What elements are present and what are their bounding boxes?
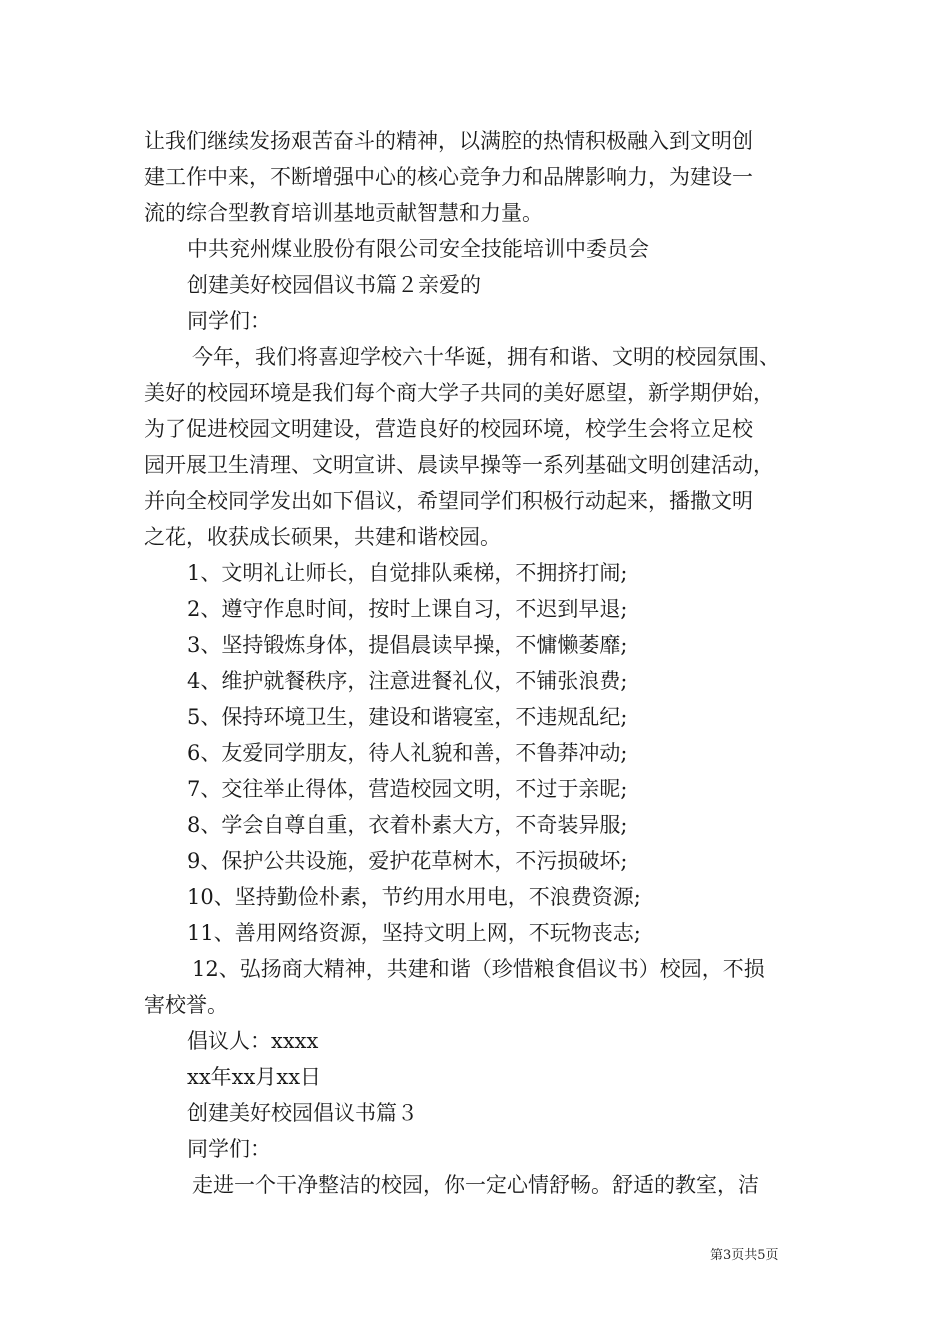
signature-line: 中共兖州煤业股份有限公司安全技能培训中委员会: [187, 237, 649, 261]
text-line: 之花，收获成长硕果，共建和谐校园。: [144, 525, 501, 549]
list-item: 3、坚持锻炼身体，提倡晨读早操，不慵懒萎靡;: [187, 633, 628, 657]
document-body: [144, 123, 814, 1203]
page-number: 第3页共5页: [710, 1248, 779, 1263]
signature-line: 倡议人：xxxx: [187, 1029, 319, 1053]
list-item: 2、遵守作息时间，按时上课自习，不迟到早退;: [187, 597, 628, 621]
list-item: 9、保护公共设施，爱护花草树木，不污损破坏;: [187, 849, 628, 873]
text-line: 为了促进校园文明建设，营造良好的校园环境，校学生会将立足校: [144, 417, 753, 441]
list-item: 8、学会自尊自重，衣着朴素大方，不奇装异服;: [187, 813, 628, 837]
text-line: 美好的校园环境是我们每个商大学子共同的美好愿望，新学期伊始，: [144, 381, 774, 405]
list-item: 1、文明礼让师长，自觉排队乘梯，不拥挤打闹;: [187, 561, 628, 585]
text-line: 并向全校同学发出如下倡议，希望同学们积极行动起来，播撒文明: [144, 489, 753, 513]
text-line: 园开展卫生清理、文明宣讲、晨读早操等一系列基础文明创建活动，: [144, 453, 774, 477]
text-line: 走进一个干净整洁的校园，你一定心情舒畅。舒适的教室，洁: [192, 1173, 759, 1197]
text-line: 建工作中来，不断增强中心的核心竞争力和品牌影响力，为建设一: [144, 165, 753, 189]
list-item: 5、保持环境卫生，建设和谐寝室，不违规乱纪;: [187, 705, 628, 729]
text-line: 今年，我们将喜迎学校六十华诞，拥有和谐、文明的校园氛围、: [192, 345, 780, 369]
section-heading: 创建美好校园倡议书篇３: [187, 1101, 418, 1125]
text-line: 流的综合型教育培训基地贡献智慧和力量。: [144, 201, 543, 225]
salutation: 同学们：: [187, 309, 271, 333]
text-line: 让我们继续发扬艰苦奋斗的精神，以满腔的热情积极融入到文明创: [144, 129, 753, 153]
section-heading: 创建美好校园倡议书篇２亲爱的: [187, 273, 481, 297]
list-item: 11、善用网络资源，坚持文明上网，不玩物丧志;: [187, 921, 641, 945]
list-item: 6、友爱同学朋友，待人礼貌和善，不鲁莽冲动;: [187, 741, 628, 765]
text-line: 害校誉。: [144, 993, 228, 1017]
list-item: 12、弘扬商大精神，共建和谐（珍惜粮食倡议书）校园，不损: [192, 957, 765, 981]
date-line: xx年xx月xx日: [187, 1065, 322, 1089]
list-item: 7、交往举止得体，营造校园文明，不过于亲昵;: [187, 777, 628, 801]
salutation: 同学们：: [187, 1137, 271, 1161]
list-item: 4、维护就餐秩序，注意进餐礼仪，不铺张浪费;: [187, 669, 628, 693]
list-item: 10、坚持勤俭朴素，节约用水用电，不浪费资源;: [187, 885, 641, 909]
